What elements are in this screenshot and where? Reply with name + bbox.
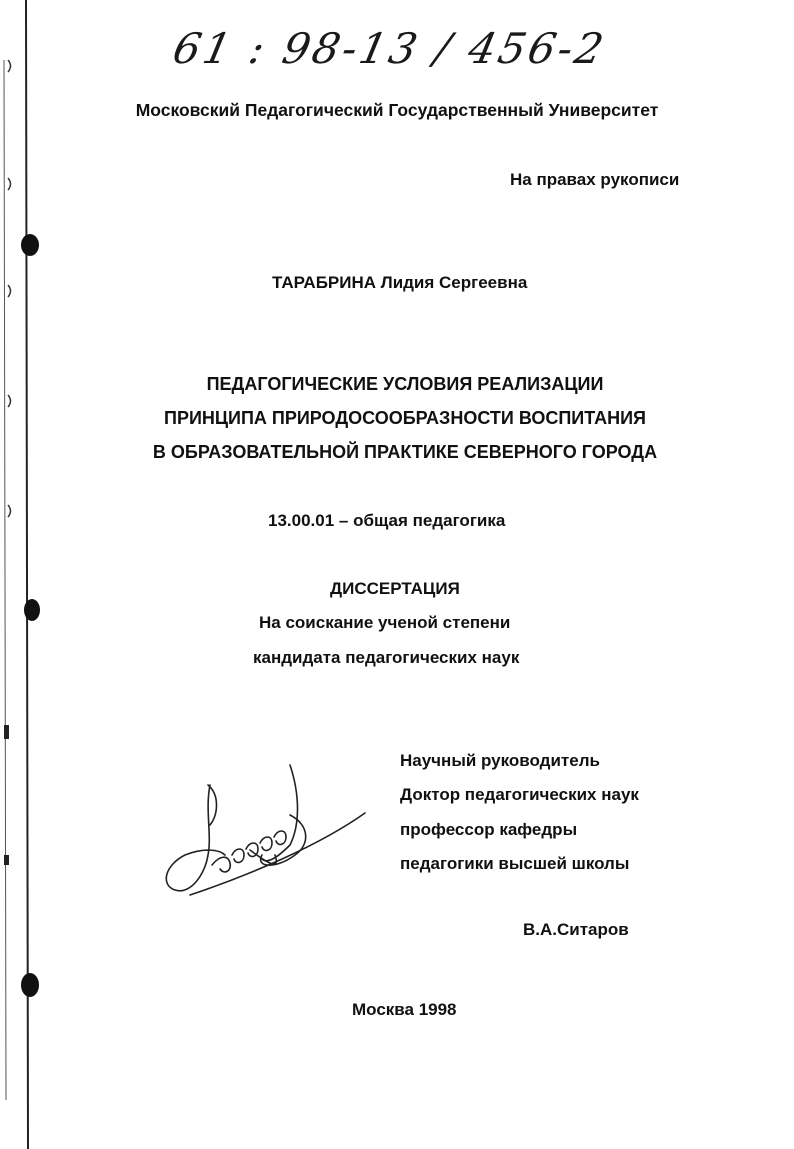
dissertation-title-line-2: ПРИНЦИПА ПРИРОДОСООБРАЗНОСТИ ВОСПИТАНИЯ xyxy=(164,408,646,428)
author-name: ТАРАБРИНА Лидия Сергеевна xyxy=(272,273,528,292)
handwritten-signature-icon xyxy=(150,755,380,915)
supervisor-line-2: Доктор педагогических наук xyxy=(400,785,639,804)
supervisor-line-1: Научный руководитель xyxy=(400,751,600,770)
specialty-code: 13.00.01 – общая педагогика xyxy=(268,511,506,530)
university-name: Московский Педагогический Государственный Университет xyxy=(135,100,659,120)
work-type: ДИССЕРТАЦИЯ xyxy=(330,579,460,598)
city-year: Москва 1998 xyxy=(352,1000,457,1019)
supervisor-line-4: педагогики высшей школы xyxy=(400,854,630,873)
dissertation-title-line-3: В ОБРАЗОВАТЕЛЬНОЙ ПРАКТИКЕ СЕВЕРНОГО ГОРОДА xyxy=(152,442,658,462)
degree-line-1: На соискание ученой степени xyxy=(259,613,511,632)
shelfmark-handwriting: 61 : 98-13 / 456-2 xyxy=(168,24,611,73)
scan-border-icon xyxy=(0,0,60,1149)
manuscript-rights-label: На правах рукописи xyxy=(510,170,680,189)
dissertation-title-line-1: ПЕДАГОГИЧЕСКИЕ УСЛОВИЯ РЕАЛИЗАЦИИ xyxy=(206,374,604,394)
supervisor-line-3: профессор кафедры xyxy=(400,820,578,839)
supervisor-name: В.А.Ситаров xyxy=(523,920,629,939)
degree-line-2: кандидата педагогических наук xyxy=(253,648,520,667)
library-shelfmark xyxy=(168,18,611,88)
